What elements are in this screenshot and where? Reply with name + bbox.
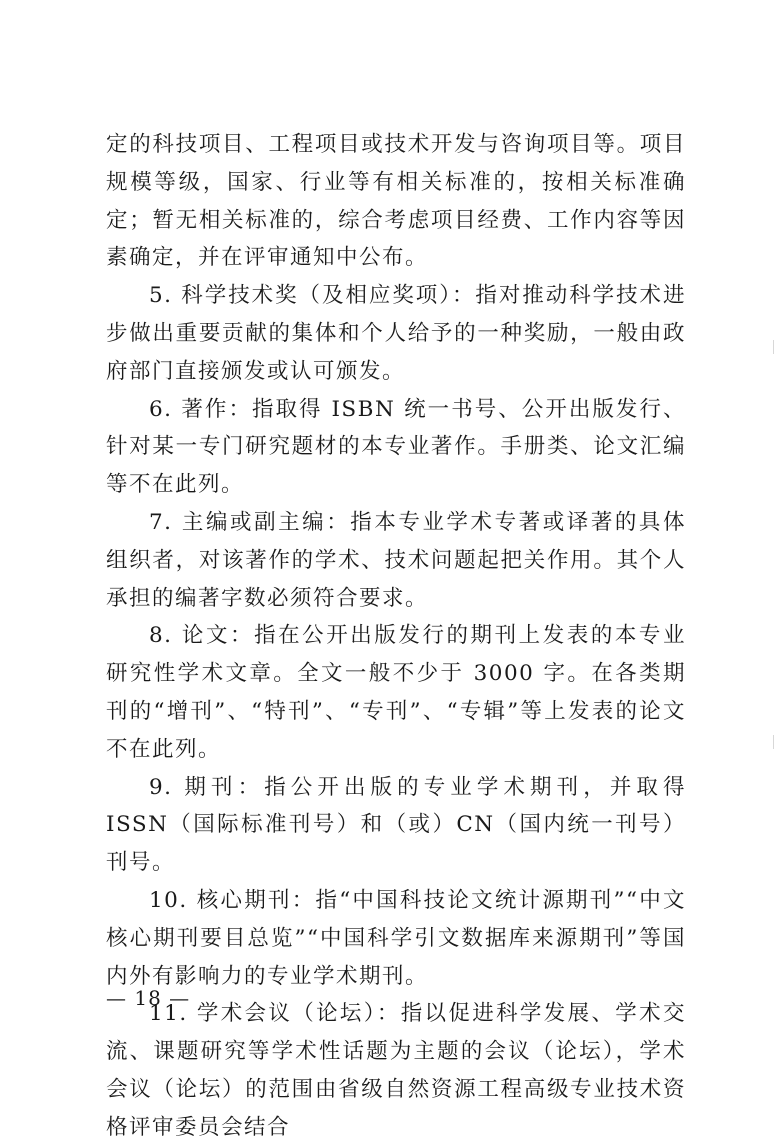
- paragraph-journals: 9. 期刊：指公开出版的专业学术期刊，并取得 ISSN（国际标准刊号）和（或）CN（国内统一刊号）刊号。: [106, 774, 686, 876]
- paragraph-chief-editor: 7. 主编或副主编：指本专业学术专著或译著的具体组织者，对该著作的学术、技术问题起把关作用。其个人承担的编著字数必须符合要求。: [106, 509, 686, 611]
- paragraph-academic-conference: 11. 学术会议（论坛）：指以促进科学发展、学术交流、课题研究等学术性话题为主题的会议（论坛），学术会议（论坛）的范围由省级自然资源工程高级专业技术资格评审委员会结合: [106, 1001, 686, 1140]
- body-text: [106, 126, 686, 1147]
- paragraph-continued: 定的科技项目、工程项目或技术开发与咨询项目等。项目规模等级，国家、行业等有相关标准的，按相关标准确定；暂无相关标准的，综合考虑项目经费、工作内容等因素确定，并在评审通知中公布。: [106, 132, 686, 271]
- paragraph-core-journals: 10. 核心期刊：指“中国科技论文统计源期刊”“中文核心期刊要目总览”“中国科学引文数据库来源期刊”等国内外有影响力的专业学术期刊。: [106, 887, 686, 989]
- paragraph-works: 6. 著作：指取得 ISBN 统一书号、公开出版发行、针对某一专门研究题材的本专业著作。手册类、论文汇编等不在此列。: [106, 396, 686, 498]
- paragraph-papers: 8. 论文：指在公开出版发行的期刊上发表的本专业研究性学术文章。全文一般不少于 3000 字。在各类期刊的“增刊”、“特刊”、“专刊”、“专辑”等上发表的论文不在此列。: [106, 623, 686, 762]
- page-number: — 18 —: [106, 986, 191, 1010]
- scan-edge-mark: [773, 735, 774, 749]
- scan-edge-mark: [773, 340, 774, 354]
- paragraph-science-award: 5. 科学技术奖（及相应奖项）：指对推动科学技术进步做出重要贡献的集体和个人给予的一种奖励，一般由政府部门直接颁发或认可颁发。: [106, 283, 686, 384]
